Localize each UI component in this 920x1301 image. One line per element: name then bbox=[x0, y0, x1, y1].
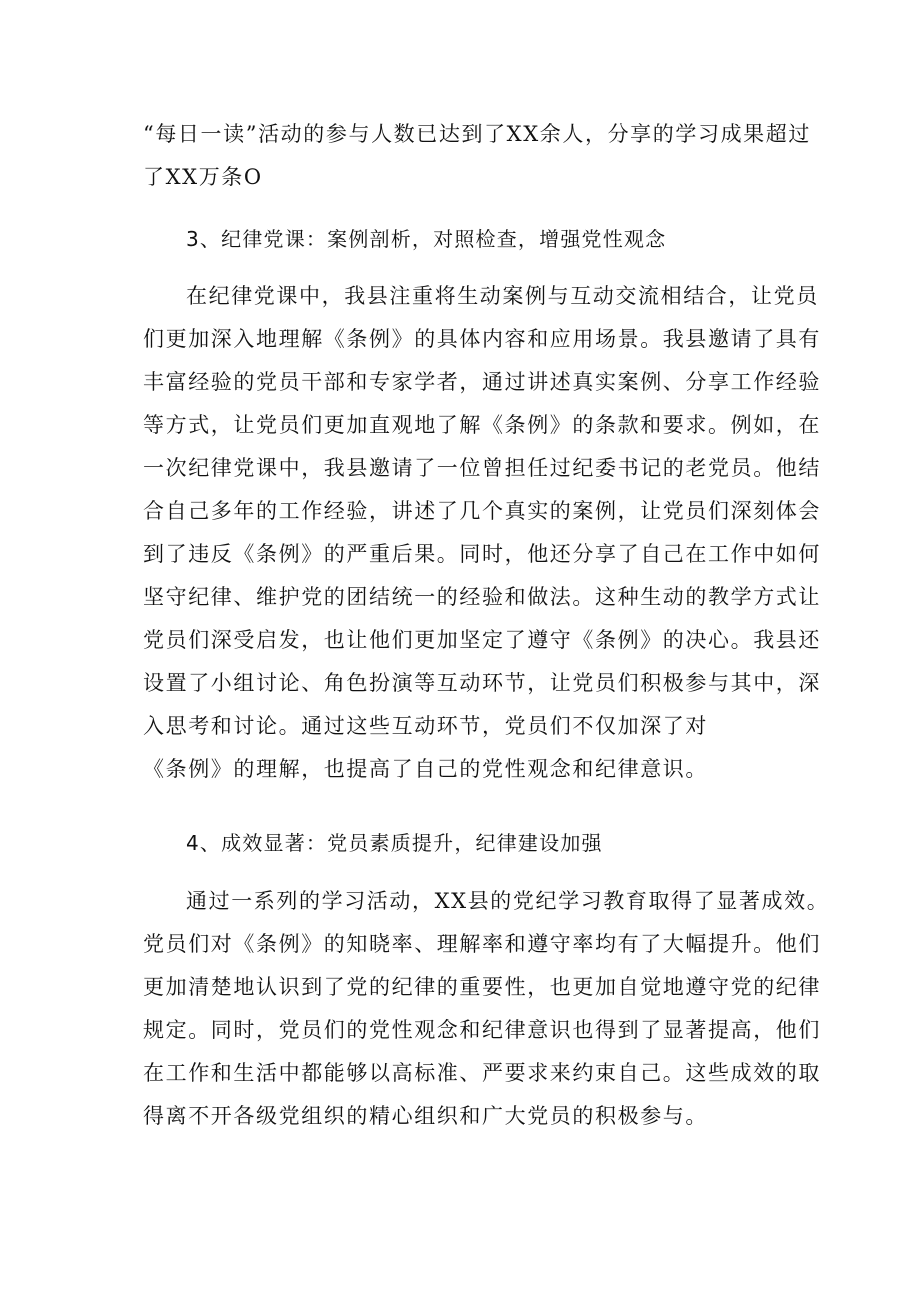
paragraph-line: 到了违反《条例》的严重后果。同时，他还分享了自己在工作中如何 bbox=[143, 542, 821, 566]
paragraph-line: 党员们深受启发，也让他们更加坚定了遵守《条例》的决心。我县还 bbox=[143, 628, 821, 652]
paragraph-line: 等方式，让党员们更加直观地了解《条例》的条款和要求。例如，在 bbox=[143, 413, 821, 437]
paragraph-line: 在工作和生活中都能够以高标准、严要求来约束自己。这些成效的取 bbox=[143, 1061, 821, 1085]
paragraph-line: 更加清楚地认识到了党的纪律的重要性，也更加自觉地遵守党的纪律 bbox=[143, 975, 821, 999]
paragraph-line: 坚守纪律、维护党的团结统一的经验和做法。这种生动的教学方式让 bbox=[143, 585, 821, 609]
paragraph-line: 党员们对《条例》的知晓率、理解率和遵守率均有了大幅提升。他们 bbox=[143, 932, 821, 956]
paragraph-line: 设置了小组讨论、角色扮演等互动环节，让党员们积极参与其中，深 bbox=[143, 671, 821, 695]
paragraph-line: 入思考和讨论。通过这些互动环节，党员们不仅加深了对 bbox=[143, 714, 708, 738]
paragraph-line: 丰富经验的党员干部和专家学者，通过讲述真实案例、分享工作经验 bbox=[143, 370, 821, 394]
paragraph-line: “每日一读”活动的参与人数已达到了XX余人，分享的学习成果超过 bbox=[143, 122, 811, 146]
paragraph-line: 通过一系列的学习活动，XX县的党纪学习教育取得了显著成效。 bbox=[186, 889, 830, 913]
paragraph-line: 们更加深入地理解《条例》的具体内容和应用场景。我县邀请了具有 bbox=[143, 327, 821, 351]
paragraph-line: 了XX万条O bbox=[143, 165, 263, 189]
paragraph-line: 一次纪律党课中，我县邀请了一位曾担任过纪委书记的老党员。他结 bbox=[143, 456, 821, 480]
section-heading-3: 3、纪律党课：案例剖析，对照检查，增强党性观念 bbox=[186, 227, 667, 251]
paragraph-line: 规定。同时，党员们的党性观念和纪律意识也得到了显著提高，他们 bbox=[143, 1018, 821, 1042]
paragraph-line: 合自己多年的工作经验，讲述了几个真实的案例，让党员们深刻体会 bbox=[143, 499, 821, 523]
paragraph-line: 在纪律党课中，我县注重将生动案例与互动交流相结合，让党员 bbox=[186, 284, 819, 308]
paragraph-line: 得离不开各级党组织的精心组织和广大党员的积极参与。 bbox=[143, 1104, 708, 1128]
section-heading-4: 4、成效显著：党员素质提升，纪律建设加强 bbox=[186, 831, 603, 855]
paragraph-line: 《条例》的理解，也提高了自己的党性观念和纪律意识。 bbox=[143, 757, 708, 781]
